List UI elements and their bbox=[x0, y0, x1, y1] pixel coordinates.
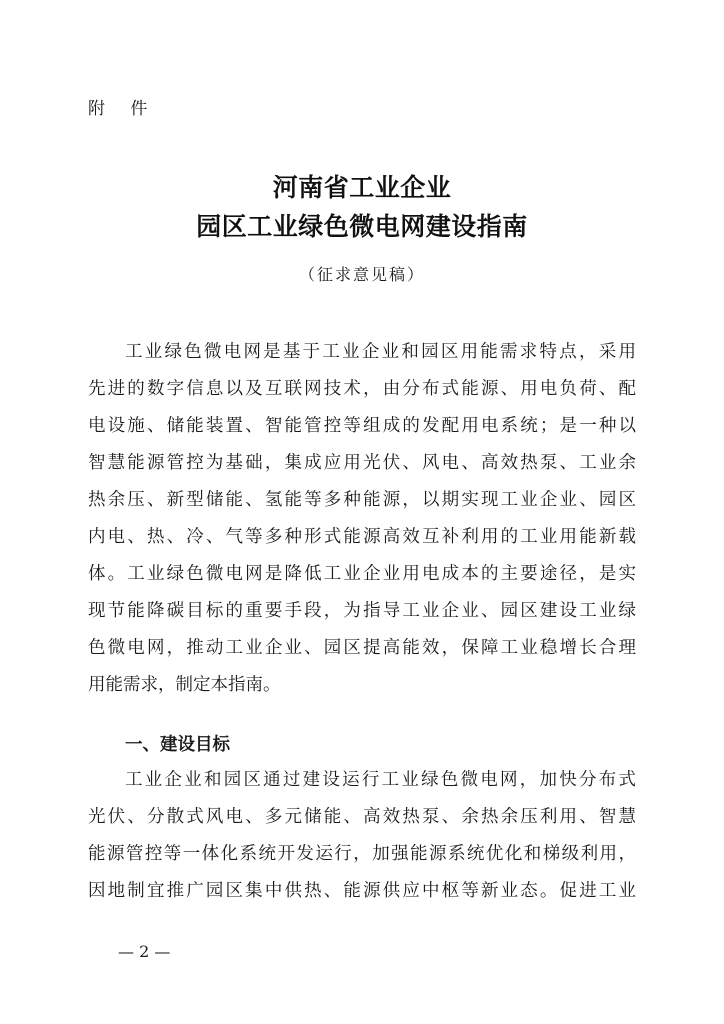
intro-line: 先进的数字信息以及互联网技术，由分布式能源、用电负荷、配 bbox=[88, 379, 636, 399]
intro-line: 工业绿色微电网是基于工业企业和园区用能需求特点，采用 bbox=[125, 342, 636, 362]
attachment-label: 附 件 bbox=[88, 99, 158, 119]
intro-line: 色微电网，推动工业企业、园区提高能效，保障工业稳增长合理 bbox=[88, 638, 636, 658]
section-line: 因地制宜推广园区集中供热、能源供应中枢等新业态。促进工业 bbox=[88, 881, 636, 901]
page-number: — 2 — bbox=[118, 942, 171, 961]
document-subtitle: （征求意见稿） bbox=[298, 265, 425, 284]
section-line: 光伏、分散式风电、多元储能、高效热泵、余热余压利用、智慧 bbox=[88, 807, 636, 827]
document-title-line1: 河南省工业企业 bbox=[272, 173, 452, 202]
section-line: 能源管控等一体化系统开发运行，加强能源系统优化和梯级利用， bbox=[88, 844, 636, 864]
intro-line: 现节能降碳目标的重要手段，为指导工业企业、园区建设工业绿 bbox=[88, 601, 636, 621]
section-line: 工业企业和园区通过建设运行工业绿色微电网，加快分布式 bbox=[125, 770, 636, 790]
intro-line: 智慧能源管控为基础，集成应用光伏、风电、高效热泵、工业余 bbox=[88, 453, 636, 473]
intro-line: 用能需求，制定本指南。 bbox=[88, 675, 281, 695]
intro-line: 热余压、新型储能、氢能等多种能源，以期实现工业企业、园区 bbox=[88, 490, 636, 510]
document-title-line2: 园区工业绿色微电网建设指南 bbox=[196, 212, 528, 241]
intro-line: 内电、热、冷、气等多种形式能源高效互补利用的工业用能新载 bbox=[88, 527, 636, 547]
intro-line: 电设施、储能装置、智能管控等组成的发配用电系统；是一种以 bbox=[88, 416, 636, 436]
section-heading: 一、建设目标 bbox=[125, 735, 230, 755]
intro-line: 体。工业绿色微电网是降低工业企业用电成本的主要途径，是实 bbox=[88, 564, 636, 584]
